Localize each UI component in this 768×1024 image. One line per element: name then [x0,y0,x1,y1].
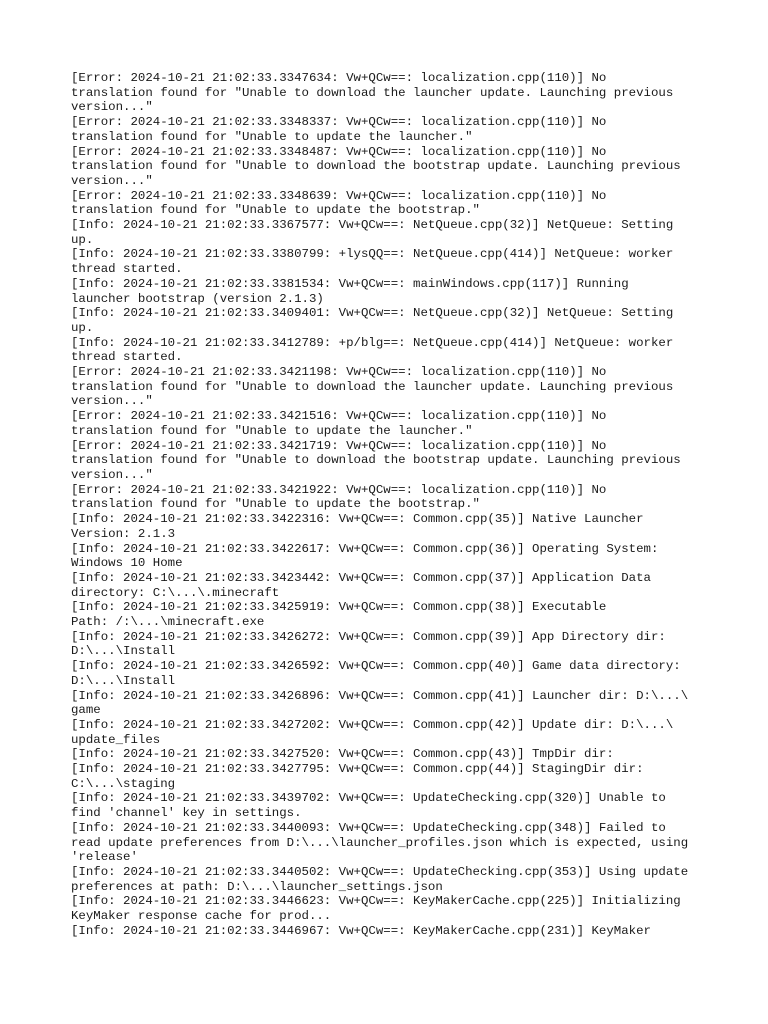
log-line: 'release' [71,850,138,865]
log-line: [Error: 2024-10-21 21:02:33.3421198: Vw+QCw==: localization.cpp(110)] No [71,365,607,380]
log-line: [Info: 2024-10-21 21:02:33.3422617: Vw+QCw==: Common.cpp(36)] Operating System: [71,541,659,556]
log-line: translation found for "Unable to update the bootstrap." [71,203,480,218]
log-line: Path: /:\...\minecraft.exe [71,615,265,630]
log-line: [Info: 2024-10-21 21:02:33.3440093: Vw+QCw==: UpdateChecking.cpp(348)] Failed to [71,820,666,835]
log-line: C:\...\staging [71,776,176,791]
log-line: D:\...\Install [71,644,176,659]
log-line: update_files [71,732,161,747]
log-line: KeyMaker response cache for prod... [71,909,332,924]
log-line: [Info: 2024-10-21 21:02:33.3426896: Vw+QCw==: Common.cpp(41)] Launcher dir: D:\...\ [71,688,689,703]
log-line: [Info: 2024-10-21 21:02:33.3427795: Vw+QCw==: Common.cpp(44)] StagingDir dir: [71,762,644,777]
log-line: [Error: 2024-10-21 21:02:33.3348487: Vw+QCw==: localization.cpp(110)] No [71,144,607,159]
log-line: translation found for "Unable to update the launcher." [71,423,473,438]
log-line: [Info: 2024-10-21 21:02:33.3425919: Vw+QCw==: Common.cpp(38)] Executable [71,600,607,615]
log-line: [Info: 2024-10-21 21:02:33.3412789: +p/blg==: NetQueue.cpp(414)] NetQueue: worker [71,335,674,350]
log-line: up. [71,320,94,335]
log-line: version..." [71,100,153,115]
log-line: read update preferences from D:\...\launcher_profiles.json which is expected, using [71,835,689,850]
log-line: version..." [71,467,153,482]
log-line: [Info: 2024-10-21 21:02:33.3380799: +lysQQ==: NetQueue.cpp(414)] NetQueue: worker [71,247,674,262]
log-line: translation found for "Unable to download the launcher update. Launching previous [71,85,674,100]
log-line: [Info: 2024-10-21 21:02:33.3367577: Vw+QCw==: NetQueue.cpp(32)] NetQueue: Setting [71,218,674,233]
log-line: [Info: 2024-10-21 21:02:33.3439702: Vw+QCw==: UpdateChecking.cpp(320)] Unable to [71,791,666,806]
log-line: game [71,703,101,718]
log-line: translation found for "Unable to download the bootstrap update. Launching previous [71,453,681,468]
log-line: launcher bootstrap (version 2.1.3) [71,291,324,306]
log-line: [Info: 2024-10-21 21:02:33.3440502: Vw+QCw==: UpdateChecking.cpp(353)] Using update [71,864,689,879]
log-line: [Info: 2024-10-21 21:02:33.3446623: Vw+QCw==: KeyMakerCache.cpp(225)] Initializing [71,894,681,909]
log-line: [Error: 2024-10-21 21:02:33.3421719: Vw+QCw==: localization.cpp(110)] No [71,438,607,453]
log-line: thread started. [71,262,183,277]
log-line: Version: 2.1.3 [71,526,176,541]
log-line: find 'channel' key in settings. [71,806,302,821]
log-line: Windows 10 Home [71,556,183,571]
log-line: [Info: 2024-10-21 21:02:33.3422316: Vw+QCw==: Common.cpp(35)] Native Launcher [71,512,644,527]
log-line: translation found for "Unable to download the bootstrap update. Launching previous [71,159,681,174]
log-line: thread started. [71,350,183,365]
log-line: [Info: 2024-10-21 21:02:33.3426272: Vw+QCw==: Common.cpp(39)] App Directory dir: [71,629,666,644]
log-line: [Info: 2024-10-21 21:02:33.3409401: Vw+QCw==: NetQueue.cpp(32)] NetQueue: Setting [71,306,674,321]
log-document [71,71,711,938]
log-line: [Info: 2024-10-21 21:02:33.3426592: Vw+QCw==: Common.cpp(40)] Game data directory: [71,659,681,674]
log-line: [Info: 2024-10-21 21:02:33.3381534: Vw+QCw==: mainWindows.cpp(117)] Running [71,276,629,291]
log-line: [Error: 2024-10-21 21:02:33.3421516: Vw+QCw==: localization.cpp(110)] No [71,409,607,424]
log-line: D:\...\Install [71,673,176,688]
log-line: [Info: 2024-10-21 21:02:33.3423442: Vw+QCw==: Common.cpp(37)] Application Data [71,570,651,585]
log-line: translation found for "Unable to update the bootstrap." [71,497,480,512]
log-line: [Info: 2024-10-21 21:02:33.3446967: Vw+QCw==: KeyMakerCache.cpp(231)] KeyMaker [71,923,651,938]
log-line: [Error: 2024-10-21 21:02:33.3347634: Vw+QCw==: localization.cpp(110)] No [71,71,607,85]
log-line: version..." [71,394,153,409]
log-line: [Info: 2024-10-21 21:02:33.3427520: Vw+QCw==: Common.cpp(43)] TmpDir dir: [71,747,614,762]
log-line: [Info: 2024-10-21 21:02:33.3427202: Vw+QCw==: Common.cpp(42)] Update dir: D:\...\ [71,717,674,732]
log-line: directory: C:\...\.minecraft [71,585,280,600]
log-line: translation found for "Unable to update the launcher." [71,129,473,144]
log-line: version..." [71,173,153,188]
log-line: translation found for "Unable to download the launcher update. Launching previous [71,379,674,394]
log-line: [Error: 2024-10-21 21:02:33.3348337: Vw+QCw==: localization.cpp(110)] No [71,115,607,130]
log-line: [Error: 2024-10-21 21:02:33.3348639: Vw+QCw==: localization.cpp(110)] No [71,188,607,203]
log-line: [Error: 2024-10-21 21:02:33.3421922: Vw+QCw==: localization.cpp(110)] No [71,482,607,497]
log-line: up. [71,232,94,247]
log-line: preferences at path: D:\...\launcher_settings.json [71,879,443,894]
